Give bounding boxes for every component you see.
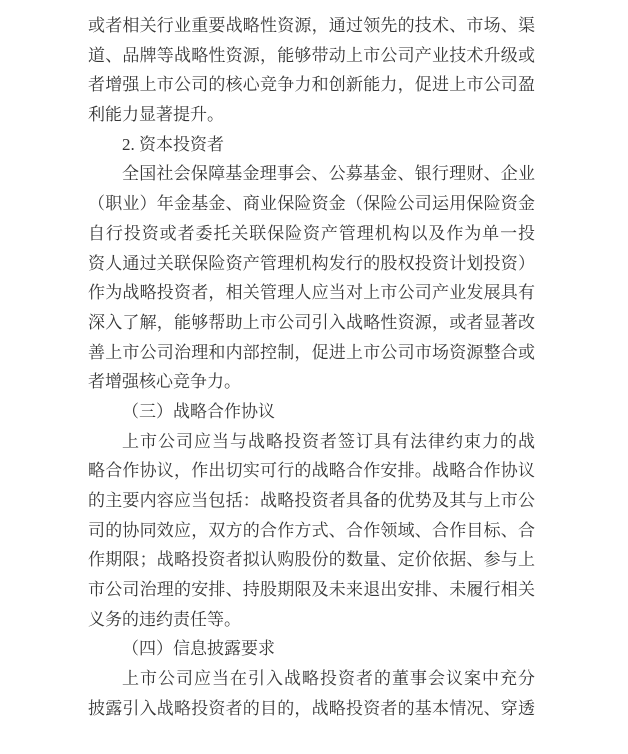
text-line: 利能力显著提升。 (88, 105, 224, 125)
text-line: 的主要内容应当包括：战略投资者具备的优势及其与上市公 (88, 491, 535, 510)
section-heading-line: （四）信息披露要求 (122, 639, 275, 659)
text-line: 作为战略投资者，相关管理人应当对上市公司产业发展具有 (88, 283, 535, 303)
text-line: 披露引入战略投资者的目的，战略投资者的基本情况、穿透 (88, 698, 535, 718)
text-line: 略合作协议，作出切实可行的战略合作安排。战略合作协议 (88, 461, 535, 481)
text-line: 深入了解，能够帮助上市公司引入战略性资源，或者显著改 (88, 312, 535, 332)
text-line: 善上市公司治理和内部控制，促进上市公司市场资源整合或 (88, 342, 535, 362)
section-heading-line: 2. 资本投资者 (122, 134, 224, 154)
text-line: 全国社会保障基金理事会、公募基金、银行理财、企业 (122, 164, 535, 184)
body-text-block (88, 11, 535, 724)
text-line: 道、品牌等战略性资源，能够带动上市公司产业技术升级或 (88, 45, 535, 65)
text-line: （职业）年金基金、商业保险资金（保险公司运用保险资金 (88, 194, 535, 214)
text-line: 司的协同效应，双方的合作方式、合作领域、合作目标、合 (88, 520, 535, 540)
text-line: 市公司治理的安排、持股期限及未来退出安排、未履行相关 (88, 580, 535, 600)
text-line: 者增强核心竞争力。 (88, 372, 241, 392)
text-line: 上市公司应当与战略投资者签订具有法律约束力的战 (122, 431, 535, 451)
text-line: 自行投资或者委托关联保险资产管理机构以及作为单一投 (88, 223, 535, 243)
text-line: 作期限；战略投资者拟认购股份的数量、定价依据、参与上 (88, 550, 535, 570)
text-line: 者增强上市公司的核心竞争力和创新能力，促进上市公司盈 (88, 75, 535, 95)
section-heading-line: （三）战略合作协议 (122, 401, 275, 421)
text-line: 上市公司应当在引入战略投资者的董事会议案中充分 (122, 669, 535, 689)
text-line: 义务的违约责任等。 (88, 609, 241, 629)
text-line: 资人通过关联保险资产管理机构发行的股权投资计划投资） (88, 253, 535, 273)
text-line: 或者相关行业重要战略性资源，通过领先的技术、市场、渠 (88, 16, 535, 35)
